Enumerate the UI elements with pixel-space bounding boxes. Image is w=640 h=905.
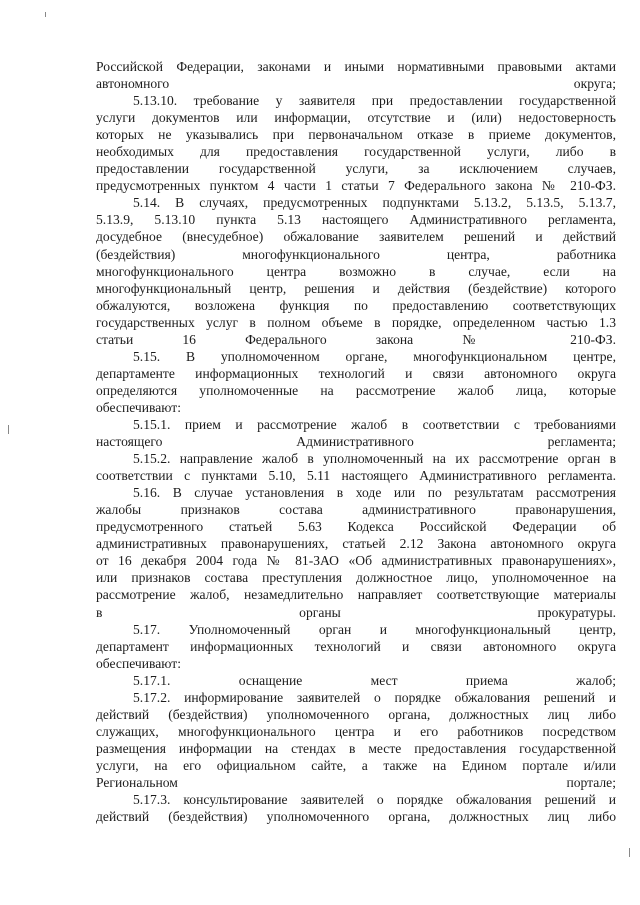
paragraph-p10: 5.17.3. консультирование заявителей о порядке обжалования решений и действий (бездействия) уполномоченного органа, должностных лиц либо [96, 792, 616, 825]
paragraph-p5: 5.15.2. направление жалоб в уполномоченный на их рассмотрение орган в соответствии с пунктами 5.10, 5.11 настоящего Административного регламента. [96, 451, 616, 484]
scan-mark-top [45, 12, 46, 17]
paragraph-p8: 5.17.1. оснащение мест приема жалоб; [133, 672, 616, 688]
document-page [96, 58, 616, 825]
paragraph-p7: 5.17. Уполномоченный орган и многофункциональный центр, департамент информационных технологий и связи автономного округа обеспечивают: [96, 621, 616, 671]
scan-mark-right [629, 848, 630, 857]
paragraph-p9: 5.17.2. информирование заявителей о порядке обжалования решений и действий (бездействия) уполномоченного органа, должностных лиц либо служащих, многофункционального центра и его работников посредством размещения информации на стендах в месте предоставления государственной услуги, на его официальном сайте, а также на Едином портале и/или Региональном портале; [96, 689, 616, 790]
paragraph-p6: 5.16. В случае установления в ходе или по результатам рассмотрения жалобы признаков состава административного правонарушения, предусмотренного статьей 5.63 Кодекса Российской Федерации об административных правонарушениях, статьей 2.12 Закона автономного округа от 16 декабря 2004 года № 81-ЗАО «Об административных правонарушениях», или признаков состава преступления должностное лицо, уполномоченное на рассмотрение жалоб, незамедлительно направляет соответствующие материалы в органы прокуратуры. [96, 485, 616, 620]
paragraph-p2: 5.14. В случаях, предусмотренных подпунктами 5.13.2, 5.13.5, 5.13.7, 5.13.9, 5.13.10 пункта 5.13 настоящего Административного регламента, досудебное (внесудебное) обжалование заявителем решений и действий (бездействия) многофункционального центра, работника многофункционального центра возможно в случае, если на многофункциональный центр, решения и действия (бездействие) которого обжалуются, возложена функция по предоставлению соответствующих государственных услуг в полном объеме в порядке, определенном частью 1.3 статьи 16 Федерального закона № 210-ФЗ. [96, 195, 616, 347]
paragraph-p0: Российской Федерации, законами и иными нормативными правовыми актами автономного округа; [96, 59, 616, 92]
paragraph-p4: 5.15.1. прием и рассмотрение жалоб в соответствии с требованиями настоящего Административного регламента; [96, 416, 616, 450]
paragraph-p1: 5.13.10. требование у заявителя при предоставлении государственной услуги документов или информации, отсутствие и (или) недостоверность которых не указывались при первоначальном отказе в приеме документов, необходимых для предоставления государственной услуги, либо в предоставлении государственной услуги, за исключением случаев, предусмотренных пунктом 4 части 1 статьи 7 Федерального закона № 210-ФЗ. [96, 93, 616, 194]
scan-mark-left [8, 425, 9, 434]
paragraph-p3: 5.15. В уполномоченном органе, многофункциональном центре, департаменте информационных технологий и связи автономного округа определяются уполномоченные на рассмотрение жалоб лица, которые обеспечивают: [96, 348, 616, 415]
